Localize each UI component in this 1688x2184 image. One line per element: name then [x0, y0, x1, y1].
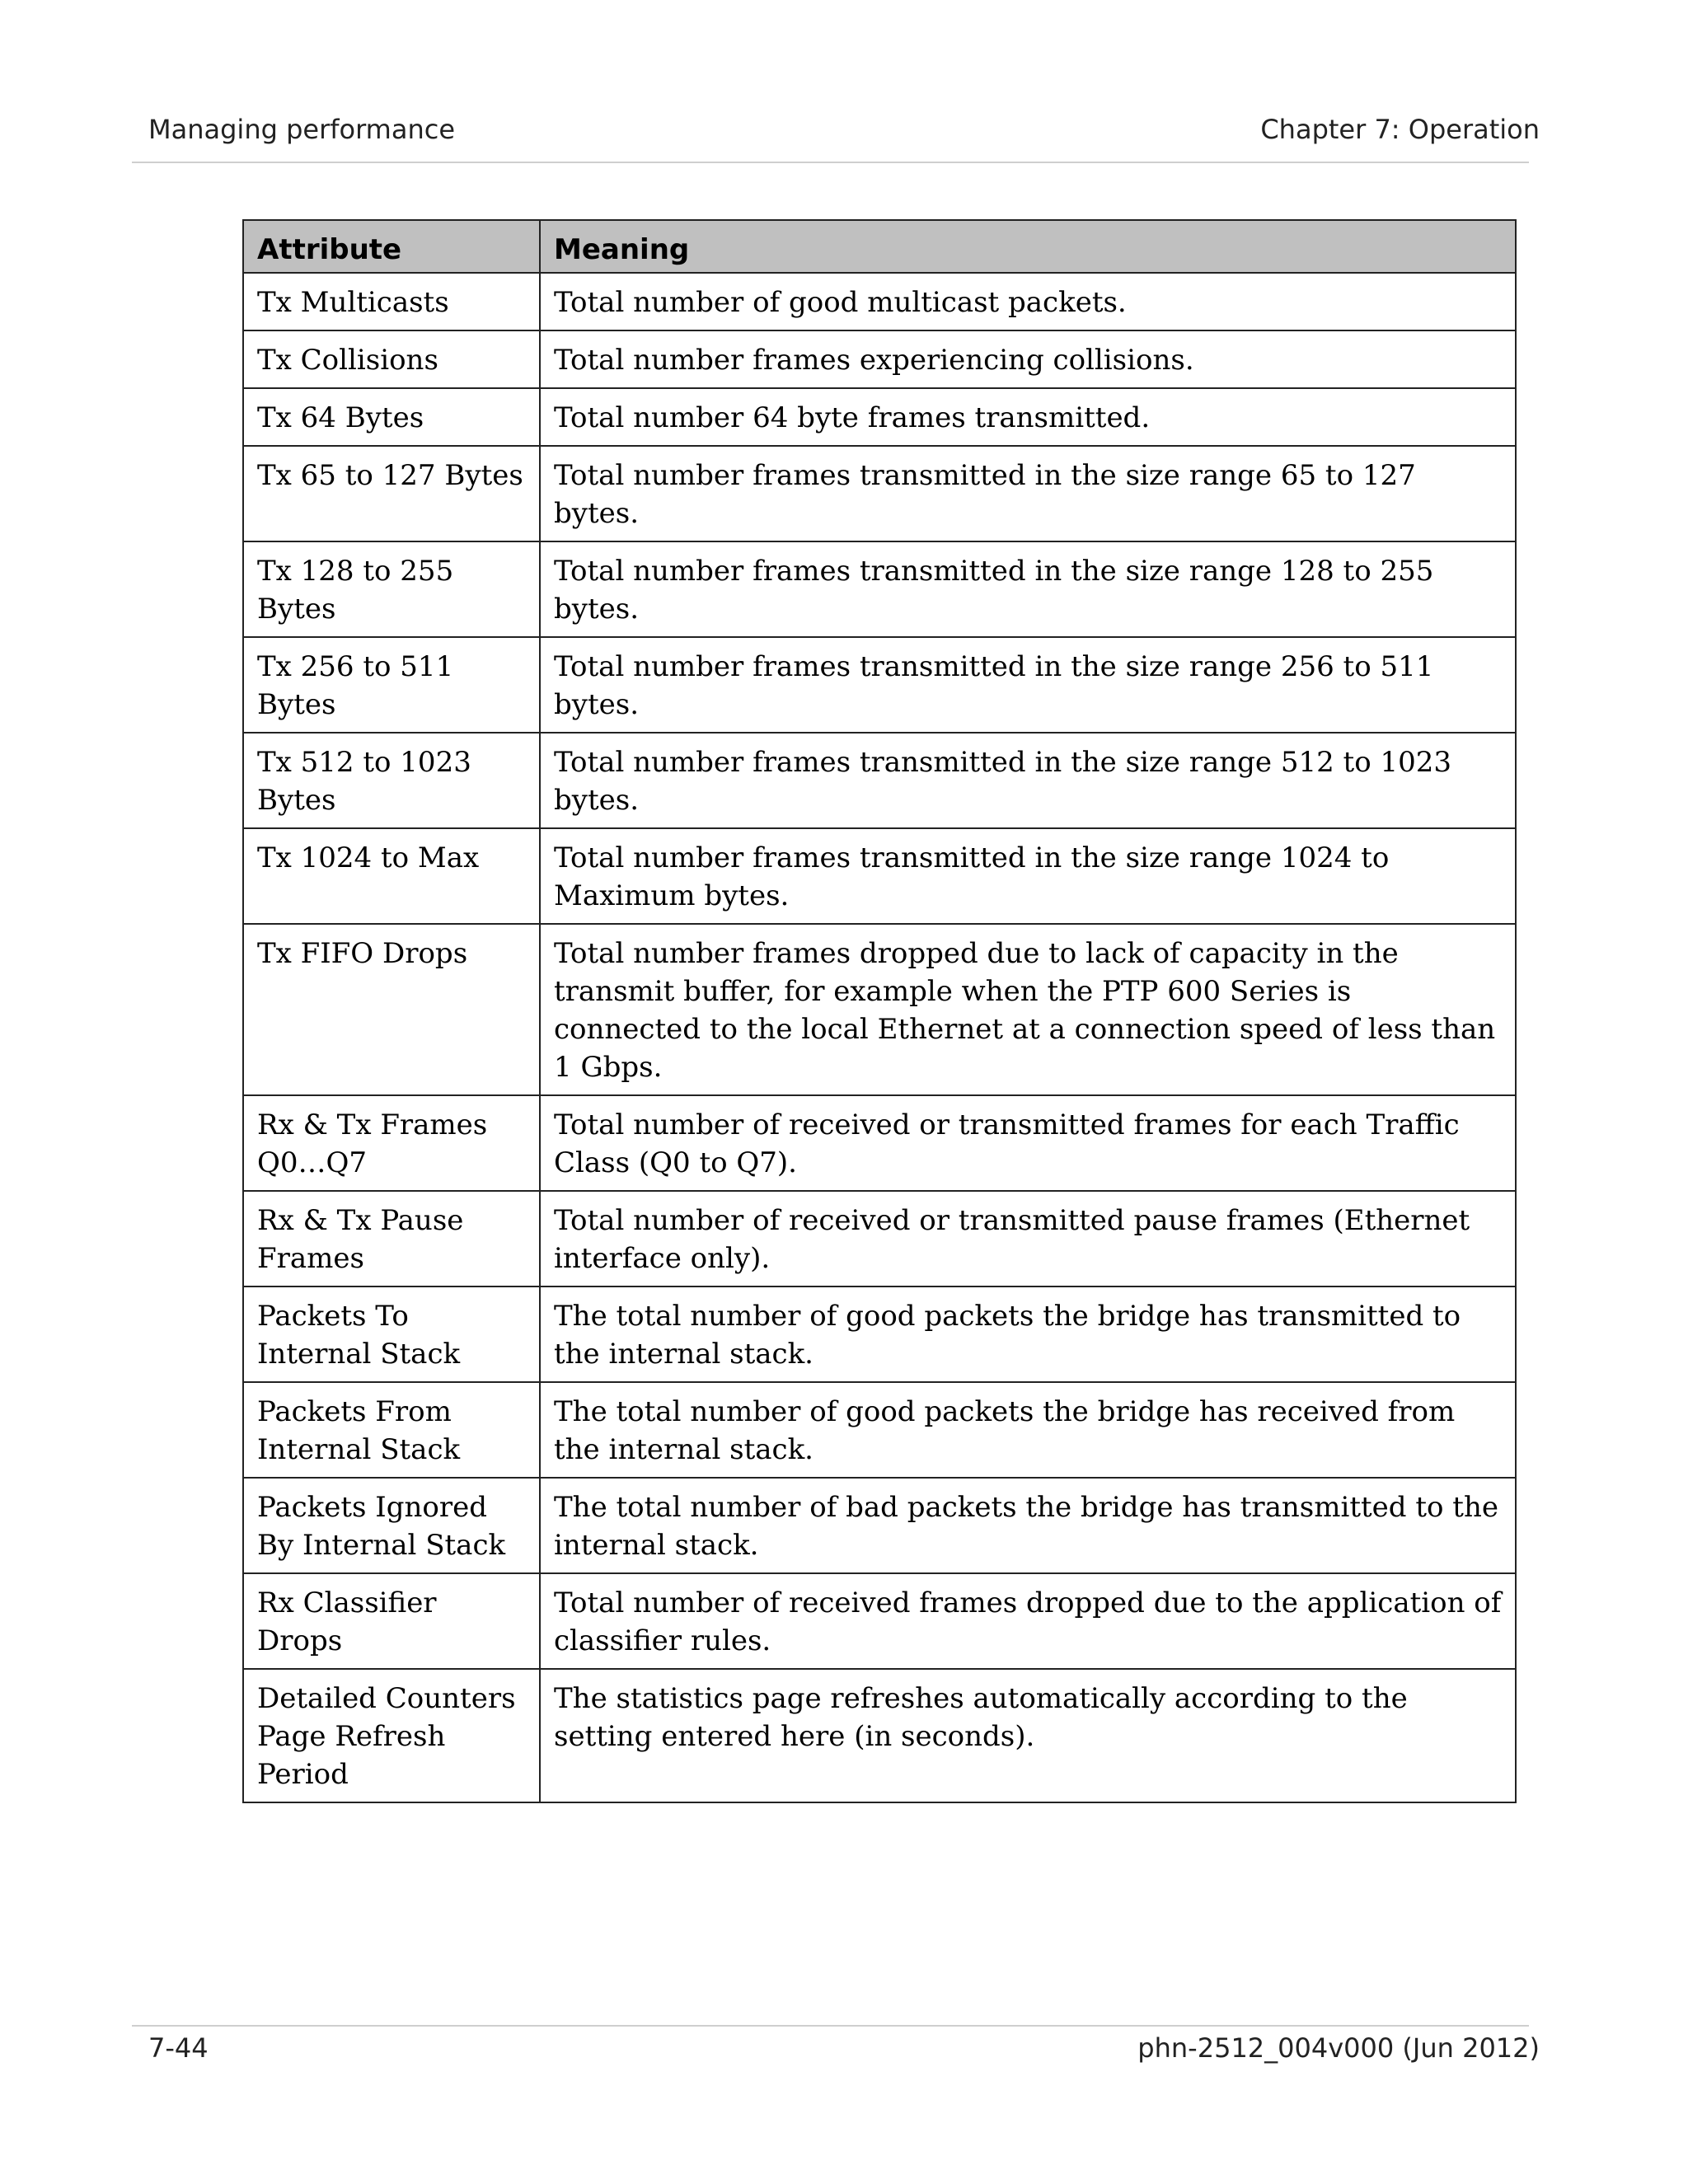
table-row — [243, 273, 1516, 330]
meaning-cell: Total number frames transmitted in the size range 128 to 255 bytes. — [540, 541, 1516, 637]
page-footer — [132, 2032, 1556, 2069]
meaning-cell: Total number of received frames dropped due to the application of classifier rules. — [540, 1573, 1516, 1669]
table-row — [243, 1669, 1516, 1802]
table-row — [243, 541, 1516, 637]
attribute-cell: Tx 64 Bytes — [243, 388, 540, 446]
attribute-table — [242, 219, 1517, 1803]
table-row — [243, 637, 1516, 733]
meaning-cell: Total number frames transmitted in the size range 65 to 127 bytes. — [540, 446, 1516, 541]
table-row — [243, 330, 1516, 388]
attribute-cell: Packets Ignored By Internal Stack — [243, 1478, 540, 1573]
attribute-cell: Tx 256 to 511 Bytes — [243, 637, 540, 733]
meaning-cell: Total number frames transmitted in the size range 1024 to Maximum bytes. — [540, 828, 1516, 924]
attribute-cell: Tx 128 to 255 Bytes — [243, 541, 540, 637]
meaning-cell: Total number frames transmitted in the size range 256 to 511 bytes. — [540, 637, 1516, 733]
header-chapter-title: Chapter 7: Operation — [1260, 114, 1540, 145]
document-id: phn-2512_004v000 (Jun 2012) — [1137, 2032, 1540, 2064]
attribute-cell: Tx 512 to 1023 Bytes — [243, 733, 540, 828]
meaning-cell: The total number of bad packets the bridge has transmitted to the internal stack. — [540, 1478, 1516, 1573]
table-row — [243, 1095, 1516, 1191]
attribute-cell: Rx & Tx Frames Q0…Q7 — [243, 1095, 540, 1191]
header-divider — [132, 162, 1529, 163]
table-row — [243, 828, 1516, 924]
table-row — [243, 1382, 1516, 1478]
table-row — [243, 1191, 1516, 1286]
column-header-attribute: Attribute — [243, 220, 540, 273]
page-header — [132, 114, 1556, 150]
meaning-cell: The total number of good packets the bridge has received from the internal stack. — [540, 1382, 1516, 1478]
attribute-cell: Tx FIFO Drops — [243, 924, 540, 1095]
table-row — [243, 1573, 1516, 1669]
page-number: 7-44 — [148, 2032, 209, 2064]
table-row — [243, 388, 1516, 446]
meaning-cell: Total number of good multicast packets. — [540, 273, 1516, 330]
header-section-title: Managing performance — [148, 114, 456, 145]
meaning-cell: Total number 64 byte frames transmitted. — [540, 388, 1516, 446]
table-row — [243, 1478, 1516, 1573]
footer-divider — [132, 2025, 1529, 2027]
table-row — [243, 733, 1516, 828]
attribute-cell: Tx Multicasts — [243, 273, 540, 330]
meaning-cell: The statistics page refreshes automatically according to the setting entered here (in seconds). — [540, 1669, 1516, 1802]
meaning-cell: Total number frames experiencing collisions. — [540, 330, 1516, 388]
column-header-meaning: Meaning — [540, 220, 1516, 273]
table-row — [243, 1286, 1516, 1382]
meaning-cell: Total number frames dropped due to lack of capacity in the transmit buffer, for example when the PTP 600 Series is connected to the local Ethernet at a connection speed of less than 1 Gbps. — [540, 924, 1516, 1095]
attribute-cell: Packets To Internal Stack — [243, 1286, 540, 1382]
attribute-cell: Tx 1024 to Max — [243, 828, 540, 924]
attribute-cell: Rx & Tx Pause Frames — [243, 1191, 540, 1286]
attribute-cell: Packets From Internal Stack — [243, 1382, 540, 1478]
meaning-cell: Total number frames transmitted in the size range 512 to 1023 bytes. — [540, 733, 1516, 828]
meaning-cell: The total number of good packets the bridge has transmitted to the internal stack. — [540, 1286, 1516, 1382]
meaning-cell: Total number of received or transmitted frames for each Traffic Class (Q0 to Q7). — [540, 1095, 1516, 1191]
attribute-cell: Detailed Counters Page Refresh Period — [243, 1669, 540, 1802]
attribute-cell: Rx Classifier Drops — [243, 1573, 540, 1669]
meaning-cell: Total number of received or transmitted pause frames (Ethernet interface only). — [540, 1191, 1516, 1286]
table-row — [243, 446, 1516, 541]
table-header-row — [243, 220, 1516, 273]
attribute-cell: Tx 65 to 127 Bytes — [243, 446, 540, 541]
attribute-cell: Tx Collisions — [243, 330, 540, 388]
table-row — [243, 924, 1516, 1095]
